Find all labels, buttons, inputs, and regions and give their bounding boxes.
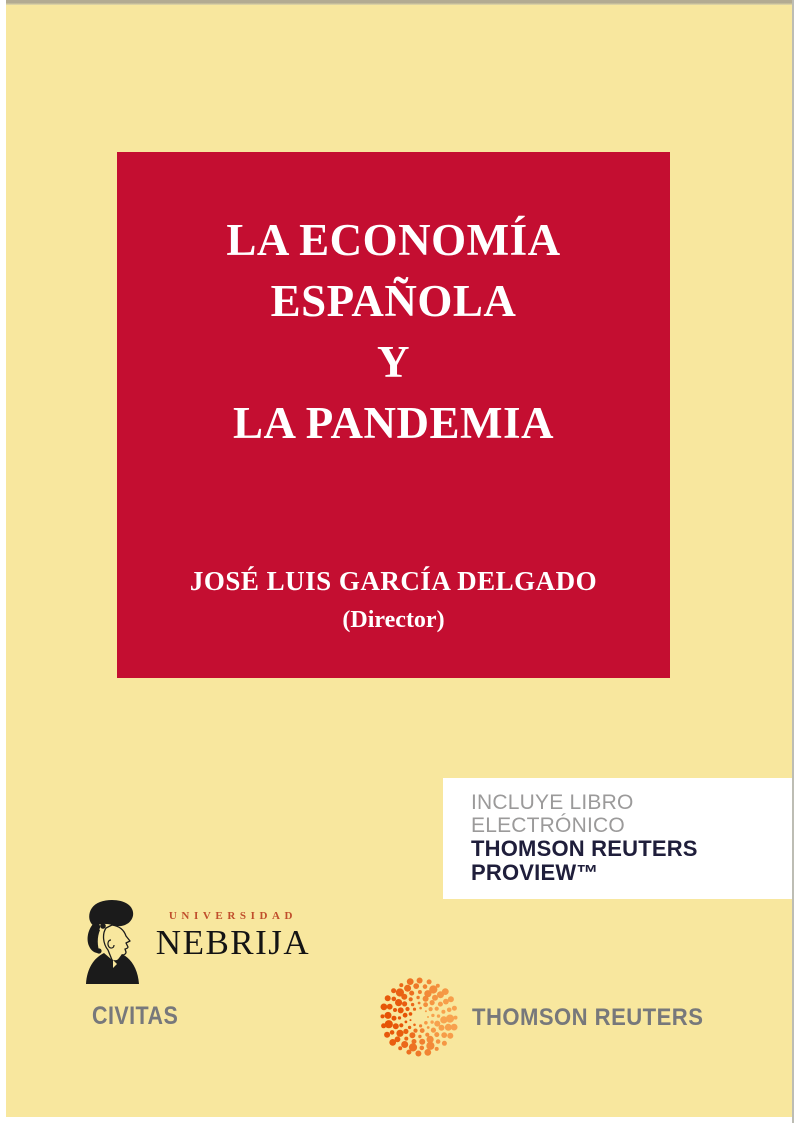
book-title — [117, 210, 670, 454]
title-line-2: ESPAÑOLA — [270, 276, 517, 326]
nebrija-logo — [83, 896, 313, 986]
title-line-1: LA ECONOMÍA — [226, 215, 561, 265]
title-line-4: LA PANDEMIA — [233, 398, 554, 448]
nebrija-wordmark — [153, 910, 313, 963]
nebrija-name-label: NEBRIJA — [155, 923, 311, 962]
author-name: JOSÉ LUIS GARCÍA DELGADO — [189, 566, 598, 596]
author-role: (Director) — [342, 607, 445, 633]
nebrija-portrait-icon — [83, 898, 143, 984]
cover-background — [6, 0, 792, 1117]
top-edge-strip — [6, 0, 792, 5]
proview-text-line-4: PROVIEW™ — [471, 860, 599, 885]
civitas-logo: CIVITAS — [92, 1002, 179, 1030]
title-line-3: Y — [377, 337, 410, 387]
title-panel — [117, 152, 670, 678]
nebrija-university-label: UNIVERSIDAD — [168, 910, 298, 922]
proview-text-line-1: INCLUYE LIBRO — [471, 791, 634, 814]
thomson-reuters-kinesis-icon — [379, 977, 459, 1057]
proview-banner — [443, 778, 792, 899]
proview-text-line-2: ELECTRÓNICO — [471, 814, 625, 837]
thomson-reuters-label: THOMSON REUTERS — [472, 1004, 704, 1031]
proview-text-line-3: THOMSON REUTERS — [471, 836, 698, 861]
